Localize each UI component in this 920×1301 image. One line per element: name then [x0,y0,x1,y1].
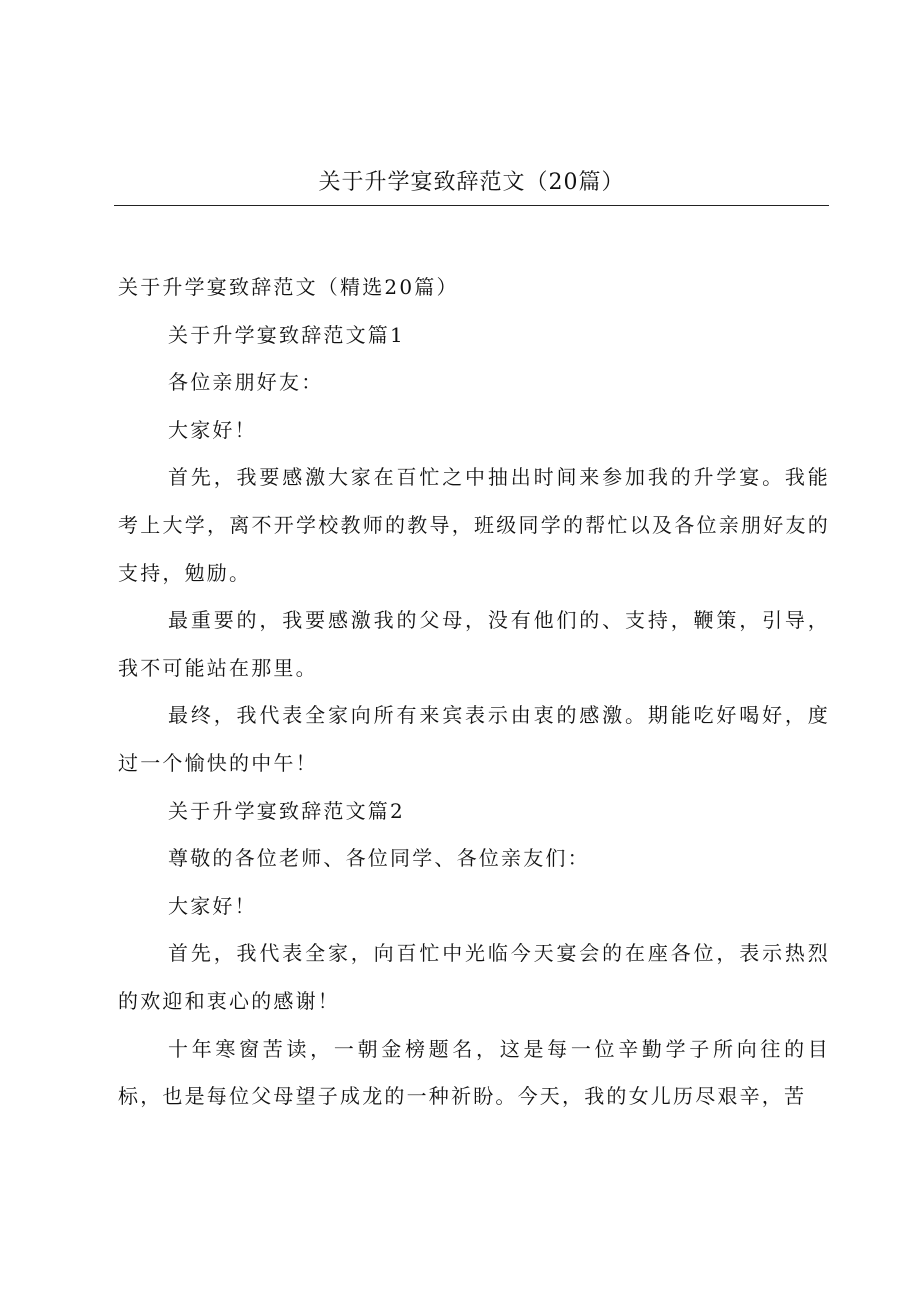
header-title: 关于升学宴致辞范文（20篇） [318,170,625,195]
paragraph: 最终，我代表全家向所有来宾表示由衷的感激。期能吃好喝好，度过一个愉快的中午！ [118,703,830,775]
document-heading: 关于升学宴致辞范文（精选20篇） [118,275,459,299]
paragraph: 首先，我代表全家，向百忙中光临今天宴会的在座各位，表示热烈的欢迎和衷心的感谢！ [118,941,830,1013]
paragraph: 最重要的，我要感激我的父母，没有他们的、支持，鞭策，引导，我不可能站在那里。 [118,608,830,680]
salutation-1: 各位亲朋好友： [168,370,324,395]
paragraph: 首先，我要感激大家在百忙之中抽出时间来参加我的升学宴。我能考上大学，离不开学校教师的教导，班级同学的帮忙以及各位亲朋好友的支持，勉励。 [118,465,830,585]
section-title-2: 关于升学宴致辞范文篇2 [168,798,405,823]
salutation-2: 尊敬的各位老师、各位同学、各位亲友们： [168,846,590,871]
section-title-1: 关于升学宴致辞范文篇1 [168,322,405,347]
document-body [118,264,830,1121]
page-header [114,168,829,206]
greeting-2: 大家好！ [168,893,257,918]
greeting-1: 大家好！ [168,417,257,442]
paragraph: 十年寒窗苦读，一朝金榜题名，这是每一位辛勤学子所向往的目标，也是每位父母望子成龙的一种祈盼。今天，我的女儿历尽艰辛，苦 [118,1036,830,1109]
